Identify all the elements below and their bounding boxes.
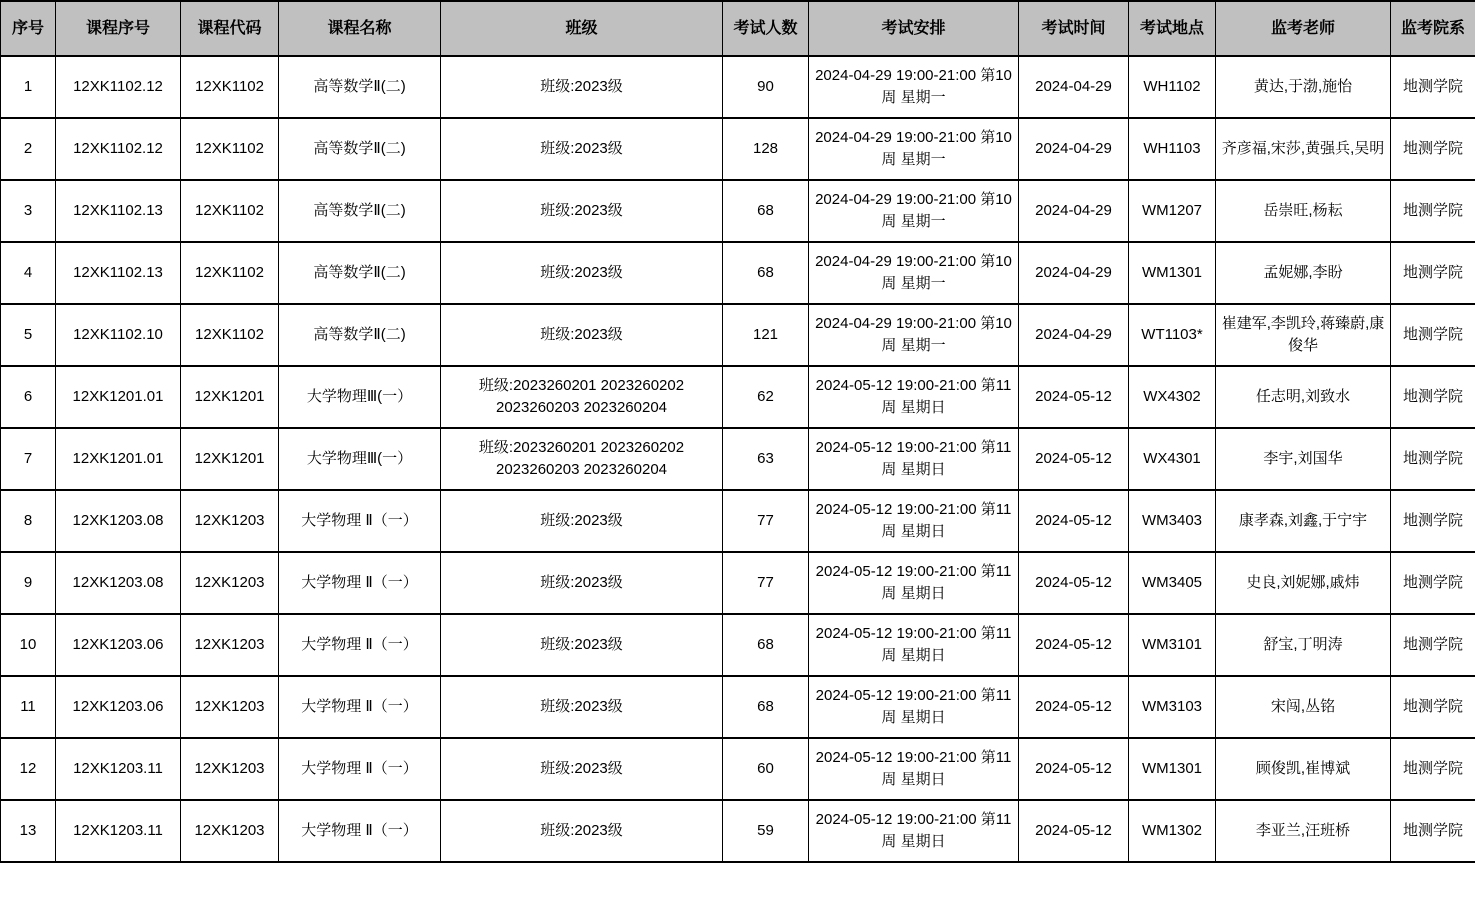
cell-invigilators: 舒宝,丁明涛: [1216, 614, 1391, 676]
cell-exam-arrangement: 2024-05-12 19:00-21:00 第11周 星期日: [809, 552, 1019, 614]
cell-class: 班级:2023260201 2023260202 2023260203 2023260204: [441, 428, 723, 490]
cell-exam-arrangement: 2024-05-12 19:00-21:00 第11周 星期日: [809, 366, 1019, 428]
table-row: [1, 180, 1475, 242]
cell-department: 地测学院: [1391, 118, 1475, 180]
cell-exam-arrangement: 2024-04-29 19:00-21:00 第10周 星期一: [809, 180, 1019, 242]
cell-exam-count: 68: [723, 242, 809, 304]
cell-course-code: 12XK1203: [181, 490, 279, 552]
cell-course-name: 大学物理 Ⅱ（一）: [279, 676, 441, 738]
cell-class: 班级:2023级: [441, 180, 723, 242]
cell-class: 班级:2023级: [441, 242, 723, 304]
cell-course-seq: 12XK1203.06: [56, 676, 181, 738]
cell-exam-count: 90: [723, 56, 809, 118]
cell-exam-arrangement: 2024-05-12 19:00-21:00 第11周 星期日: [809, 490, 1019, 552]
cell-course-seq: 12XK1201.01: [56, 366, 181, 428]
cell-course-seq: 12XK1102.13: [56, 242, 181, 304]
cell-exam-arrangement: 2024-05-12 19:00-21:00 第11周 星期日: [809, 428, 1019, 490]
cell-course-code: 12XK1102: [181, 180, 279, 242]
cell-course-code: 12XK1203: [181, 800, 279, 862]
cell-department: 地测学院: [1391, 614, 1475, 676]
cell-exam-location: WX4302: [1129, 366, 1216, 428]
cell-class: 班级:2023级: [441, 738, 723, 800]
cell-class: 班级:2023级: [441, 490, 723, 552]
cell-exam-time: 2024-05-12: [1019, 366, 1129, 428]
cell-exam-arrangement: 2024-04-29 19:00-21:00 第10周 星期一: [809, 242, 1019, 304]
table-row: [1, 428, 1475, 490]
cell-department: 地测学院: [1391, 242, 1475, 304]
cell-exam-location: WH1103: [1129, 118, 1216, 180]
cell-course-seq: 12XK1102.12: [56, 56, 181, 118]
cell-department: 地测学院: [1391, 180, 1475, 242]
cell-course-seq: 12XK1203.11: [56, 738, 181, 800]
cell-department: 地测学院: [1391, 304, 1475, 366]
cell-exam-arrangement: 2024-05-12 19:00-21:00 第11周 星期日: [809, 738, 1019, 800]
cell-department: 地测学院: [1391, 552, 1475, 614]
cell-index: 2: [1, 118, 56, 180]
cell-exam-time: 2024-05-12: [1019, 490, 1129, 552]
cell-exam-time: 2024-04-29: [1019, 118, 1129, 180]
cell-exam-time: 2024-05-12: [1019, 428, 1129, 490]
cell-index: 8: [1, 490, 56, 552]
header-row: [1, 1, 1475, 56]
cell-course-name: 大学物理 Ⅱ（一）: [279, 490, 441, 552]
cell-invigilators: 崔建军,李凯玲,蒋臻蔚,康俊华: [1216, 304, 1391, 366]
cell-course-name: 大学物理 Ⅱ（一）: [279, 552, 441, 614]
cell-course-code: 12XK1203: [181, 738, 279, 800]
cell-class: 班级:2023级: [441, 614, 723, 676]
cell-exam-count: 60: [723, 738, 809, 800]
cell-index: 12: [1, 738, 56, 800]
column-header-exam-arrangement: 考试安排: [809, 1, 1019, 56]
cell-exam-location: WM3405: [1129, 552, 1216, 614]
table-row: [1, 56, 1475, 118]
table-row: [1, 304, 1475, 366]
cell-exam-arrangement: 2024-04-29 19:00-21:00 第10周 星期一: [809, 118, 1019, 180]
cell-class: 班级:2023级: [441, 676, 723, 738]
cell-course-name: 高等数学Ⅱ(二): [279, 304, 441, 366]
cell-class: 班级:2023级: [441, 118, 723, 180]
table-row: [1, 614, 1475, 676]
table-row: [1, 242, 1475, 304]
cell-index: 10: [1, 614, 56, 676]
cell-exam-arrangement: 2024-05-12 19:00-21:00 第11周 星期日: [809, 676, 1019, 738]
column-header-index: 序号: [1, 1, 56, 56]
cell-course-code: 12XK1203: [181, 552, 279, 614]
column-header-exam-location: 考试地点: [1129, 1, 1216, 56]
column-header-invigilators: 监考老师: [1216, 1, 1391, 56]
cell-exam-arrangement: 2024-05-12 19:00-21:00 第11周 星期日: [809, 800, 1019, 862]
cell-index: 9: [1, 552, 56, 614]
cell-class: 班级:2023260201 2023260202 2023260203 2023260204: [441, 366, 723, 428]
cell-course-seq: 12XK1203.08: [56, 552, 181, 614]
cell-exam-count: 77: [723, 552, 809, 614]
cell-index: 3: [1, 180, 56, 242]
cell-department: 地测学院: [1391, 428, 1475, 490]
cell-invigilators: 孟妮娜,李盼: [1216, 242, 1391, 304]
table-row: [1, 800, 1475, 862]
cell-course-name: 高等数学Ⅱ(二): [279, 242, 441, 304]
cell-department: 地测学院: [1391, 676, 1475, 738]
column-header-course-name: 课程名称: [279, 1, 441, 56]
cell-course-name: 高等数学Ⅱ(二): [279, 56, 441, 118]
cell-index: 13: [1, 800, 56, 862]
cell-invigilators: 顾俊凯,崔博斌: [1216, 738, 1391, 800]
cell-course-name: 大学物理Ⅲ(一）: [279, 366, 441, 428]
cell-class: 班级:2023级: [441, 552, 723, 614]
cell-course-name: 大学物理 Ⅱ（一）: [279, 738, 441, 800]
cell-exam-time: 2024-05-12: [1019, 676, 1129, 738]
cell-course-seq: 12XK1102.13: [56, 180, 181, 242]
cell-invigilators: 李亚兰,汪班桥: [1216, 800, 1391, 862]
cell-index: 11: [1, 676, 56, 738]
cell-exam-location: WT1103*: [1129, 304, 1216, 366]
cell-course-code: 12XK1102: [181, 304, 279, 366]
cell-exam-time: 2024-04-29: [1019, 242, 1129, 304]
cell-invigilators: 康孝森,刘鑫,于宁宇: [1216, 490, 1391, 552]
cell-exam-count: 68: [723, 614, 809, 676]
cell-course-seq: 12XK1201.01: [56, 428, 181, 490]
cell-invigilators: 黄达,于渤,施怡: [1216, 56, 1391, 118]
cell-course-seq: 12XK1203.11: [56, 800, 181, 862]
cell-course-name: 大学物理 Ⅱ（一）: [279, 800, 441, 862]
cell-course-seq: 12XK1203.08: [56, 490, 181, 552]
cell-course-seq: 12XK1203.06: [56, 614, 181, 676]
cell-course-code: 12XK1102: [181, 242, 279, 304]
cell-course-code: 12XK1203: [181, 614, 279, 676]
cell-exam-time: 2024-04-29: [1019, 56, 1129, 118]
cell-exam-time: 2024-05-12: [1019, 800, 1129, 862]
cell-department: 地测学院: [1391, 738, 1475, 800]
cell-exam-location: WM1207: [1129, 180, 1216, 242]
cell-invigilators: 岳崇旺,杨耘: [1216, 180, 1391, 242]
cell-course-name: 高等数学Ⅱ(二): [279, 180, 441, 242]
cell-exam-location: WM3403: [1129, 490, 1216, 552]
cell-course-code: 12XK1102: [181, 118, 279, 180]
cell-exam-location: WM1301: [1129, 738, 1216, 800]
cell-department: 地测学院: [1391, 56, 1475, 118]
cell-exam-count: 121: [723, 304, 809, 366]
cell-course-code: 12XK1201: [181, 366, 279, 428]
cell-class: 班级:2023级: [441, 56, 723, 118]
cell-exam-count: 68: [723, 180, 809, 242]
table-row: [1, 118, 1475, 180]
cell-exam-count: 62: [723, 366, 809, 428]
cell-department: 地测学院: [1391, 800, 1475, 862]
cell-exam-count: 59: [723, 800, 809, 862]
cell-index: 5: [1, 304, 56, 366]
table-row: [1, 366, 1475, 428]
column-header-course-code: 课程代码: [181, 1, 279, 56]
cell-exam-time: 2024-04-29: [1019, 304, 1129, 366]
cell-index: 6: [1, 366, 56, 428]
table-row: [1, 490, 1475, 552]
cell-class: 班级:2023级: [441, 304, 723, 366]
cell-exam-location: WH1102: [1129, 56, 1216, 118]
cell-exam-arrangement: 2024-04-29 19:00-21:00 第10周 星期一: [809, 304, 1019, 366]
column-header-class: 班级: [441, 1, 723, 56]
cell-course-name: 大学物理Ⅲ(一）: [279, 428, 441, 490]
cell-department: 地测学院: [1391, 366, 1475, 428]
column-header-course-seq: 课程序号: [56, 1, 181, 56]
cell-index: 7: [1, 428, 56, 490]
cell-exam-location: WM1302: [1129, 800, 1216, 862]
cell-exam-time: 2024-05-12: [1019, 614, 1129, 676]
cell-exam-location: WX4301: [1129, 428, 1216, 490]
cell-course-code: 12XK1102: [181, 56, 279, 118]
table-header: [1, 1, 1475, 56]
table-body: [1, 56, 1475, 862]
cell-index: 1: [1, 56, 56, 118]
column-header-exam-count: 考试人数: [723, 1, 809, 56]
cell-exam-count: 77: [723, 490, 809, 552]
column-header-department: 监考院系: [1391, 1, 1475, 56]
cell-exam-count: 68: [723, 676, 809, 738]
cell-course-code: 12XK1203: [181, 676, 279, 738]
cell-exam-count: 128: [723, 118, 809, 180]
table-row: [1, 676, 1475, 738]
table-row: [1, 552, 1475, 614]
column-header-exam-time: 考试时间: [1019, 1, 1129, 56]
cell-course-name: 高等数学Ⅱ(二): [279, 118, 441, 180]
table-row: [1, 738, 1475, 800]
cell-invigilators: 齐彦福,宋莎,黄强兵,吴明: [1216, 118, 1391, 180]
cell-exam-time: 2024-05-12: [1019, 552, 1129, 614]
cell-exam-arrangement: 2024-05-12 19:00-21:00 第11周 星期日: [809, 614, 1019, 676]
cell-exam-location: WM3101: [1129, 614, 1216, 676]
cell-exam-count: 63: [723, 428, 809, 490]
cell-course-seq: 12XK1102.12: [56, 118, 181, 180]
cell-exam-time: 2024-04-29: [1019, 180, 1129, 242]
cell-exam-location: WM1301: [1129, 242, 1216, 304]
cell-invigilators: 宋闯,丛铭: [1216, 676, 1391, 738]
cell-course-seq: 12XK1102.10: [56, 304, 181, 366]
cell-exam-arrangement: 2024-04-29 19:00-21:00 第10周 星期一: [809, 56, 1019, 118]
cell-invigilators: 李宇,刘国华: [1216, 428, 1391, 490]
cell-course-name: 大学物理 Ⅱ（一）: [279, 614, 441, 676]
cell-invigilators: 史良,刘妮娜,戚炜: [1216, 552, 1391, 614]
cell-exam-location: WM3103: [1129, 676, 1216, 738]
cell-invigilators: 任志明,刘致水: [1216, 366, 1391, 428]
cell-exam-time: 2024-05-12: [1019, 738, 1129, 800]
cell-index: 4: [1, 242, 56, 304]
cell-class: 班级:2023级: [441, 800, 723, 862]
cell-course-code: 12XK1201: [181, 428, 279, 490]
cell-department: 地测学院: [1391, 490, 1475, 552]
